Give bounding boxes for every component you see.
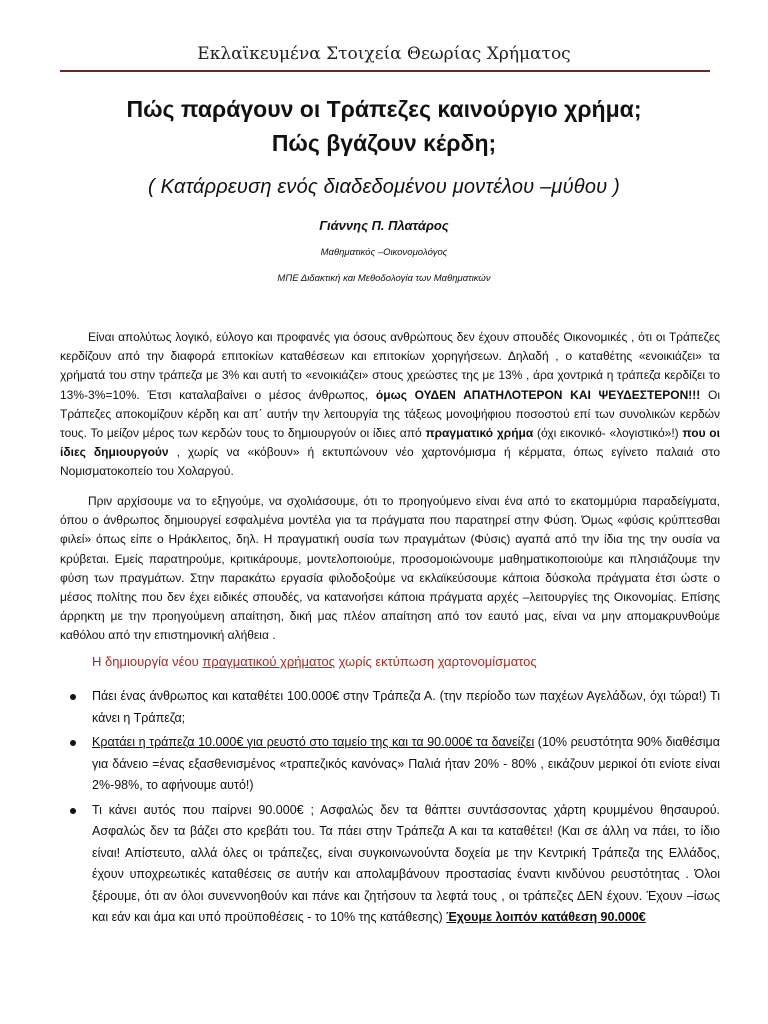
paragraph-1-text-c: (όχι εικονικό- «λογιστικό»!)	[533, 426, 683, 441]
list-item	[60, 686, 720, 729]
section-heading-pre: Η δημιουργία νέου	[92, 654, 203, 669]
section-heading	[92, 654, 712, 669]
paragraph-1-emphasis-c: που οι ίδιες δημιουργούν	[60, 426, 720, 460]
title-line-2: Πώς βγάζουν κέρδη;	[271, 130, 497, 156]
list-item	[60, 732, 720, 797]
author-role: Μαθηματικός –Οικονομολόγος	[320, 247, 448, 258]
author-name: Γιάννης Π. Πλατάρος	[319, 218, 449, 233]
running-head: Εκλαϊκευμένα Στοιχεία Θεωρίας Χρήματος	[197, 44, 571, 64]
paragraph-1	[60, 328, 720, 482]
paragraph-1-text-a: Είναι απολύτως λογικό, εύλογο και προφανές για όσους ανθρώπους δεν έχουν σπουδές Οικονομικές , ότι οι Τράπεζες κερδίζουν από την διαφορά επιτοκίων καταθέσεων και επιτοκίων χορηγήσεων. Δηλαδή , ο καταθέτης «ενοικιάζει» τα χρήματά του στην τράπεζα με 3% και αυτή το «ενοικιάζει» στους χρεώστες της με 13% , άρα χοντρικά η τράπεζα κερδίζει το 13%-3%=10%. Έτσι καταλαβαίνει ο μέσος άνθρωπος,	[60, 330, 720, 402]
paragraph-1-text-d: , χωρίς να «κόβουν» ή εκτυπώνουν νέο χαρτονόμισμα ή κέρματα, όπως εγίνετο παλαιά στο Νομισματοκοπείο του Χολαργού.	[60, 445, 720, 479]
bullet-1-text: Πάει ένας άνθρωπος και καταθέτει 100.000€ στην Τράπεζα Α. (την περίοδο των παχέων Αγελάδων, όχι τώρα!) Τι κάνει η Τράπεζα;	[92, 689, 720, 725]
bullet-icon	[70, 694, 76, 700]
bullet-3-underlined: Έχουμε λοιπόν κατάθεση 90.000€	[446, 910, 646, 924]
section-heading-post: χωρίς εκτύπωση χαρτονομίσματος	[334, 654, 537, 669]
paragraph-2	[60, 492, 720, 646]
bullet-icon	[70, 740, 76, 746]
paragraph-1-emphasis-a: όμως ΟΥΔΕΝ ΑΠΑΤΗΛΟΤΕΡΟΝ ΚΑΙ ΨΕΥΔΕΣΤΕΡΟΝ!!!	[375, 387, 701, 402]
author-program: ΜΠΕ Διδακτική και Μεθοδολογία των Μαθηματικών	[277, 273, 491, 284]
header-rule	[60, 70, 710, 72]
document-subtitle: ( Κατάρρευση ενός διαδεδομένου μοντέλου –μύθου )	[148, 176, 620, 198]
bullet-icon	[70, 808, 76, 814]
paragraph-1-text-b: Οι Τράπεζες αποκομίζουν κέρδη και απ΄ αυτήν την λειτουργία της τάξεως μονοψήφιου ποσοστού επί των συνολικών κερδών τους. Το μείζον μέρος των κερδών τους το δημιουργούν οι ίδιες από	[60, 387, 721, 441]
bullet-2-underlined: Κρατάει η τράπεζα 10.000€ για ρευστό στο ταμείο της και τα 90.000€ τα δανείζει	[92, 735, 535, 749]
list-item	[60, 800, 720, 929]
document-title	[40, 92, 728, 160]
bullet-3-text: Τι κάνει αυτός που παίρνει 90.000€ ; Ασφαλώς δεν τα θάπτει συντάσσοντας χάρτη κρυμμένου θησαυρού. Ασφαλώς δεν τα βάζει στο κρεβάτι του. Τα πάει στην Τράπεζα Α και τα καταθέτει! (Και σε άλλη να πάει, το ίδιο είναι! Απίστευτο, αλλά όλες οι τράπεζες, είναι συγκοινωνούντα δοχεία με την Κεντρική Τράπεζα της Ελλάδος, έχουν υποχρεωτικές καταθέσεις σε αυτήν και απολαμβάνουν προστασίας έναντι κινδύνου ρευστότητας . Όλοι ξέρουμε, ότι αν όλοι συνεννοηθούν και πάνε και ζητήσουν τα λεφτά τους , οι τράπεζες ΔΕΝ έχουν. Έχουν –ίσως και εάν και άμα και υπό προϋποθέσεις - το 10% της κατάθεσης)	[92, 802, 720, 924]
bullet-2-text: (10% ρευστότητα 90% διαθέσιμα για δάνειο =ένας εξασθενισμένος «τραπεζικός κανόνας» Παλιά ήταν 20% - 80% , εικάζουν μερικοί ότι ενίοτε είναι 2%-98%, το αφήνουμε αυτό!)	[92, 735, 720, 792]
bullet-list	[60, 686, 720, 932]
title-line-1: Πώς παράγουν οι Τράπεζες καινούργιο χρήμα;	[126, 96, 642, 122]
section-heading-underlined: πραγματικού χρήματος	[202, 654, 335, 669]
paragraph-2-text: Πριν αρχίσουμε να το εξηγούμε, να σχολιάσουμε, ότι το προηγούμενο είναι ένα από το εκατομμύρια παραδείγματα, όπου ο άνθρωπος δημιουργεί εσφαλμένα μοντέλα για τα πράγματα που παρατηρεί στην Φύση. Όμως «φύσις κρύπτεσθαι φιλεί» όπως είπε ο Ηράκλειτος, δηλ. Η πραγματική ουσία των πραγμάτων (Φύσις) αγαπά από την ίδια της την ουσία να κρύβεται. Εμείς παρατηρούμε, κριτικάρουμε, μοντελοποιούμε, προσομοιώνουμε μαθηματικοποιούμε και πλησιάζουμε την φύση των πραγμάτων. Στην παρακάτω εργασία φιλοδοξούμε να εκλαϊκεύσουμε κάποια δύσκολα πράγματα έτσι ώστε ο μέσος πολίτης που δεν έχει ειδικές σπουδές, να κατανοήσει κάποια πράγματα αρχές –λειτουργίες της Οικονομίας. Επίσης άρρηκτη με την προηγούμενη απαίτηση, δική μας πλέον απαίτηση από τον εαυτό μας, είναι να μην απομακρυνθούμε καθόλου από την επιστημονική αλήθεια .	[60, 494, 720, 643]
paragraph-1-emphasis-b: πραγματικό χρήμα	[425, 426, 534, 441]
